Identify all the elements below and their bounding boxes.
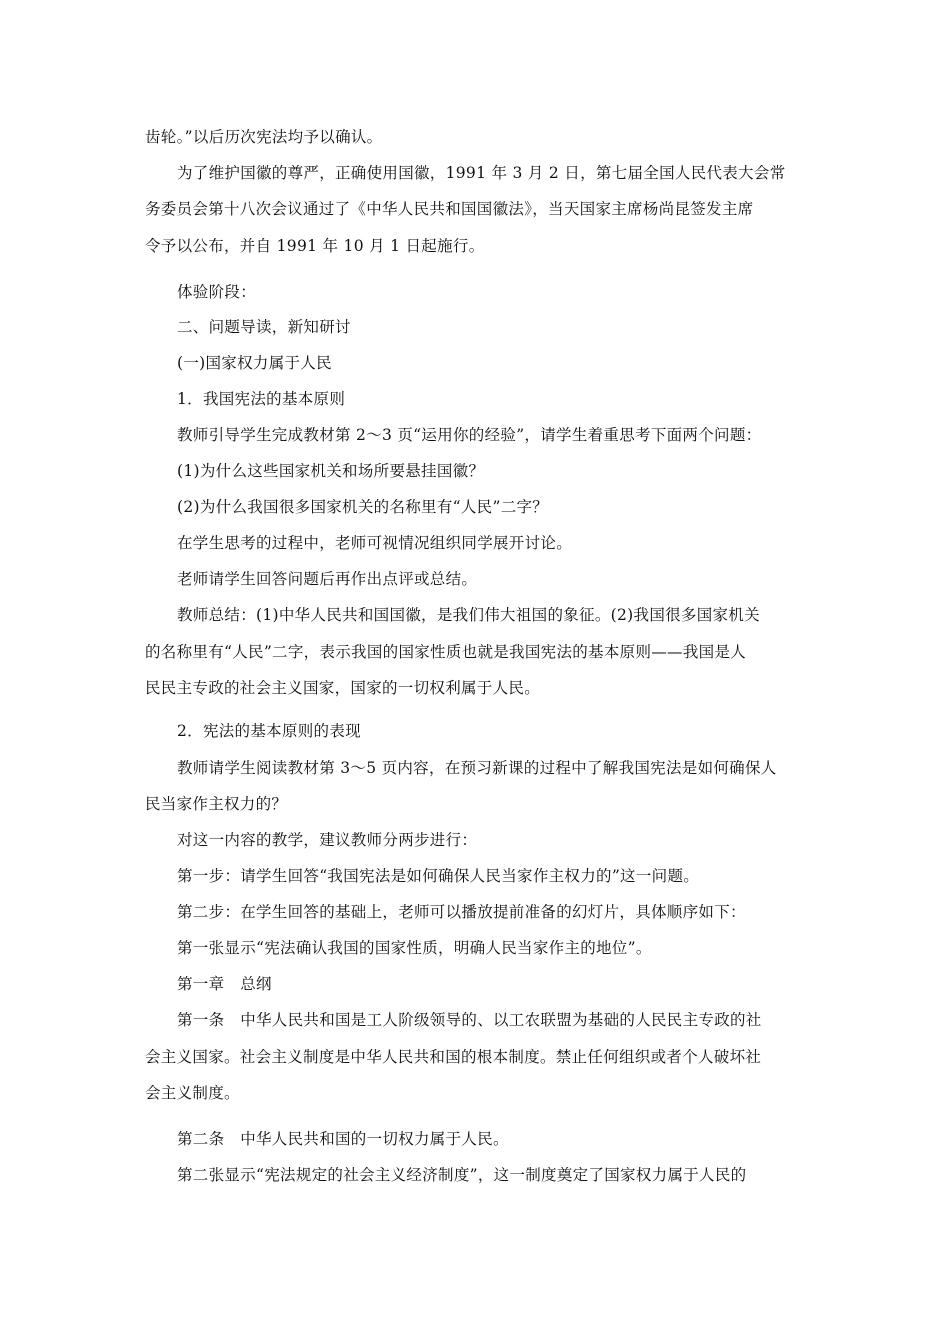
text-line: 第一章 总纲 — [177, 975, 272, 993]
text-line: 二、问题导读，新知研讨 — [177, 318, 351, 336]
text-line: 第二条 中华人民共和国的一切权力属于人民。 — [177, 1130, 509, 1148]
text-line: 体验阶段： — [177, 283, 257, 301]
text-line: 2．宪法的基本原则的表现 — [177, 722, 361, 740]
text-line: 令予以公布，并自 1991 年 10 月 1 日起施行。 — [145, 237, 485, 255]
text-line: 教师总结：(1)中华人民共和国国徽，是我们伟大祖国的象征。(2)我国很多国家机关 — [177, 606, 760, 624]
text-line: 第一张显示“宪法确认我国的国家性质，明确人民当家作主的地位”。 — [177, 939, 652, 957]
text-line: 的名称里有“人民”二字，表示我国的国家性质也就是我国宪法的基本原则——我国是人 — [145, 643, 747, 661]
text-line: 在学生思考的过程中，老师可视情况组织同学展开讨论。 — [177, 534, 573, 552]
text-line: 老师请学生回答问题后再作出点评或总结。 — [177, 570, 478, 588]
text-line: 民民主专政的社会主义国家，国家的一切权利属于人民。 — [145, 679, 541, 697]
text-line: 民当家作主权力的？ — [145, 795, 288, 813]
text-line: 为了维护国徽的尊严，正确使用国徽，1991 年 3 月 2 日，第七届全国人民代表大会常 — [177, 164, 786, 182]
text-line: (1)为什么这些国家机关和场所要悬挂国徽？ — [177, 462, 485, 480]
text-line: 对这一内容的教学，建议教师分两步进行： — [177, 831, 478, 849]
text-line: 教师引导学生完成教材第 2～3 页“运用你的经验”，请学生着重思考下面两个问题： — [177, 426, 762, 444]
text-line: 务委员会第十八次会议通过了《中华人民共和国国徽法》，当天国家主席杨尚昆签发主席 — [145, 200, 754, 218]
text-line: 1．我国宪法的基本原则 — [177, 390, 346, 408]
text-line: 教师请学生阅读教材第 3～5 页内容，在预习新课的过程中了解我国宪法是如何确保人 — [177, 759, 777, 777]
text-line: 第二张显示“宪法规定的社会主义经济制度”，这一制度奠定了国家权力属于人民的 — [177, 1166, 747, 1184]
text-line: (2)为什么我国很多国家机关的名称里有“人民”二字？ — [177, 498, 549, 516]
text-line: 第二步：在学生回答的基础上，老师可以播放提前准备的幻灯片，具体顺序如下： — [177, 903, 746, 921]
text-line: 齿轮。”以后历次宪法均予以确认。 — [145, 128, 383, 146]
text-line: 第一条 中华人民共和国是工人阶级领导的、以工农联盟为基础的人民民主专政的社 — [177, 1011, 762, 1029]
text-line: 会主义制度。 — [145, 1084, 240, 1102]
text-line: (一)国家权力属于人民 — [177, 354, 332, 372]
text-line: 会主义国家。社会主义制度是中华人民共和国的根本制度。禁止任何组织或者个人破坏社 — [145, 1048, 762, 1066]
text-line: 第一步：请学生回答“我国宪法是如何确保人民当家作主权力的”这一问题。 — [177, 867, 700, 885]
